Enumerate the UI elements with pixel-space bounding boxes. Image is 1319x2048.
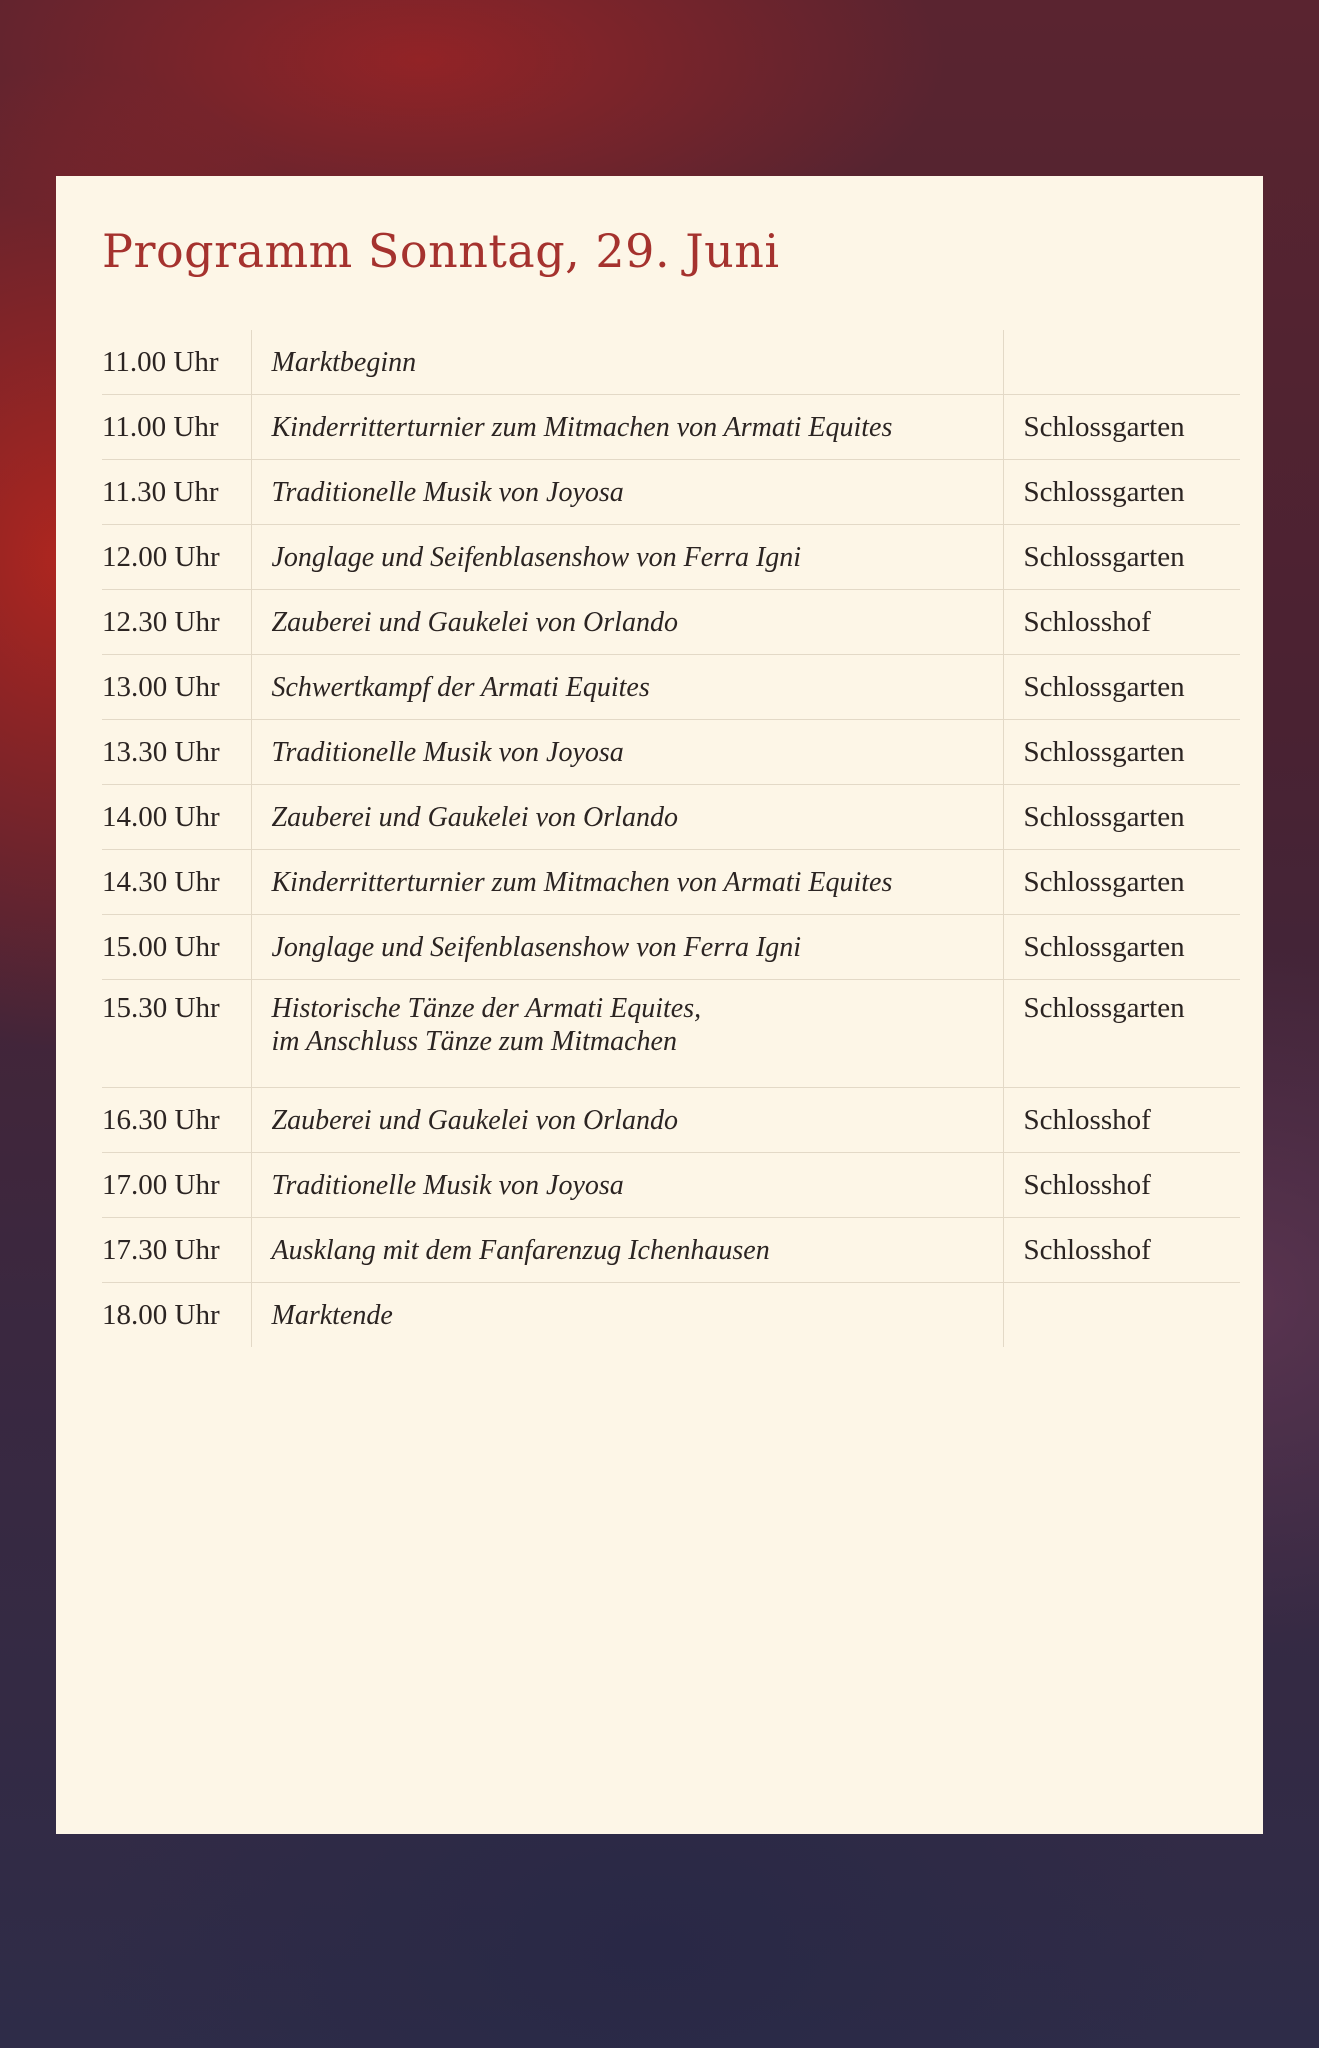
schedule-event-line: Schwertkampf der Armati Equites <box>271 671 650 703</box>
schedule-event <box>251 915 1003 980</box>
schedule-row <box>102 1218 1240 1283</box>
schedule-row <box>102 1283 1240 1348</box>
schedule-location: Schlosshof <box>1003 1088 1240 1153</box>
schedule-time: 11.00 Uhr <box>102 345 219 378</box>
schedule-time: 14.00 Uhr <box>102 785 251 850</box>
schedule-location: Schlossgarten <box>1003 460 1240 525</box>
schedule-row <box>102 850 1240 915</box>
schedule-location: Schlossgarten <box>1003 980 1240 1088</box>
schedule-location: Schlossgarten <box>1003 395 1240 460</box>
schedule-row <box>102 330 1240 395</box>
schedule-event-line: Zauberei und Gaukelei von Orlando <box>271 1104 678 1136</box>
schedule-row <box>102 1088 1240 1153</box>
schedule-time: 15.00 Uhr <box>102 915 251 980</box>
schedule-time: 18.00 Uhr <box>102 1283 251 1348</box>
schedule-row <box>102 720 1240 785</box>
schedule-time: 14.30 Uhr <box>102 850 251 915</box>
schedule-event-line: Jonglage und Seifenblasenshow von Ferra Igni <box>271 931 802 963</box>
schedule-location: Schlossgarten <box>1003 720 1240 785</box>
schedule-row <box>102 980 1240 1088</box>
schedule-location: Schlosshof <box>1003 1153 1240 1218</box>
schedule-time: 13.00 Uhr <box>102 655 251 720</box>
schedule-event-line: Kinderritterturnier zum Mitmachen von Armati Equites <box>271 411 893 443</box>
schedule-event <box>251 850 1003 915</box>
schedule-event-line: Traditionelle Musik von Joyosa <box>271 476 624 508</box>
schedule-time: 15.30 Uhr <box>102 980 251 1088</box>
schedule-row <box>102 785 1240 850</box>
schedule-location <box>1003 330 1240 395</box>
schedule-time: 16.30 Uhr <box>102 1088 251 1153</box>
schedule-row <box>102 1153 1240 1218</box>
schedule-location: Schlossgarten <box>1003 655 1240 720</box>
schedule-body <box>102 330 1240 1347</box>
schedule-time: 12.00 Uhr <box>102 525 251 590</box>
schedule-location: Schlosshof <box>1003 1218 1240 1283</box>
schedule-row <box>102 915 1240 980</box>
schedule-table <box>102 330 1240 1347</box>
schedule-row <box>102 460 1240 525</box>
schedule-row <box>102 590 1240 655</box>
schedule-event-line: Traditionelle Musik von Joyosa <box>271 736 624 768</box>
schedule-event <box>251 395 1003 460</box>
schedule-event <box>251 980 1003 1088</box>
schedule-event-line: Kinderritterturnier zum Mitmachen von Armati Equites <box>271 866 893 898</box>
schedule-location: Schlossgarten <box>1003 915 1240 980</box>
schedule-location: Schlossgarten <box>1003 850 1240 915</box>
schedule-event-line: Zauberei und Gaukelei von Orlando <box>271 606 678 638</box>
schedule-event-line: Historische Tänze der Armati Equites, <box>271 993 702 1024</box>
schedule-time: 11.00 Uhr <box>102 395 251 460</box>
schedule-location: Schlosshof <box>1003 590 1240 655</box>
schedule-event-line: Zauberei und Gaukelei von Orlando <box>271 801 678 833</box>
schedule-event <box>251 1088 1003 1153</box>
schedule-time: 12.30 Uhr <box>102 590 251 655</box>
schedule-row <box>102 395 1240 460</box>
schedule-event <box>251 525 1003 590</box>
schedule-event <box>251 330 1003 395</box>
schedule-event-line: Ausklang mit dem Fanfarenzug Ichenhausen <box>271 1234 770 1266</box>
schedule-row <box>102 525 1240 590</box>
schedule-location <box>1003 1283 1240 1348</box>
schedule-event <box>251 785 1003 850</box>
schedule-location: Schlossgarten <box>1003 525 1240 590</box>
schedule-event <box>251 1283 1003 1348</box>
schedule-event-line: Marktbeginn <box>271 346 417 378</box>
schedule-row <box>102 655 1240 720</box>
schedule-event <box>251 460 1003 525</box>
schedule-event <box>251 720 1003 785</box>
schedule-event-line: Traditionelle Musik von Joyosa <box>271 1169 624 1201</box>
program-card <box>56 176 1263 1834</box>
schedule-time: 17.00 Uhr <box>102 1153 251 1218</box>
schedule-event-line: Marktende <box>271 1299 393 1331</box>
schedule-event-line: im Anschluss Tänze zum Mitmachen <box>271 1026 677 1057</box>
schedule-event <box>251 655 1003 720</box>
schedule-event <box>251 1218 1003 1283</box>
schedule-event <box>251 590 1003 655</box>
program-title: Programm Sonntag, 29. Juni <box>102 224 780 278</box>
schedule-event-line: Jonglage und Seifenblasenshow von Ferra Igni <box>271 541 802 573</box>
schedule-time: 13.30 Uhr <box>102 720 251 785</box>
schedule-time: 11.30 Uhr <box>102 460 251 525</box>
schedule-location: Schlossgarten <box>1003 785 1240 850</box>
schedule-time: 17.30 Uhr <box>102 1218 251 1283</box>
schedule-event <box>251 1153 1003 1218</box>
